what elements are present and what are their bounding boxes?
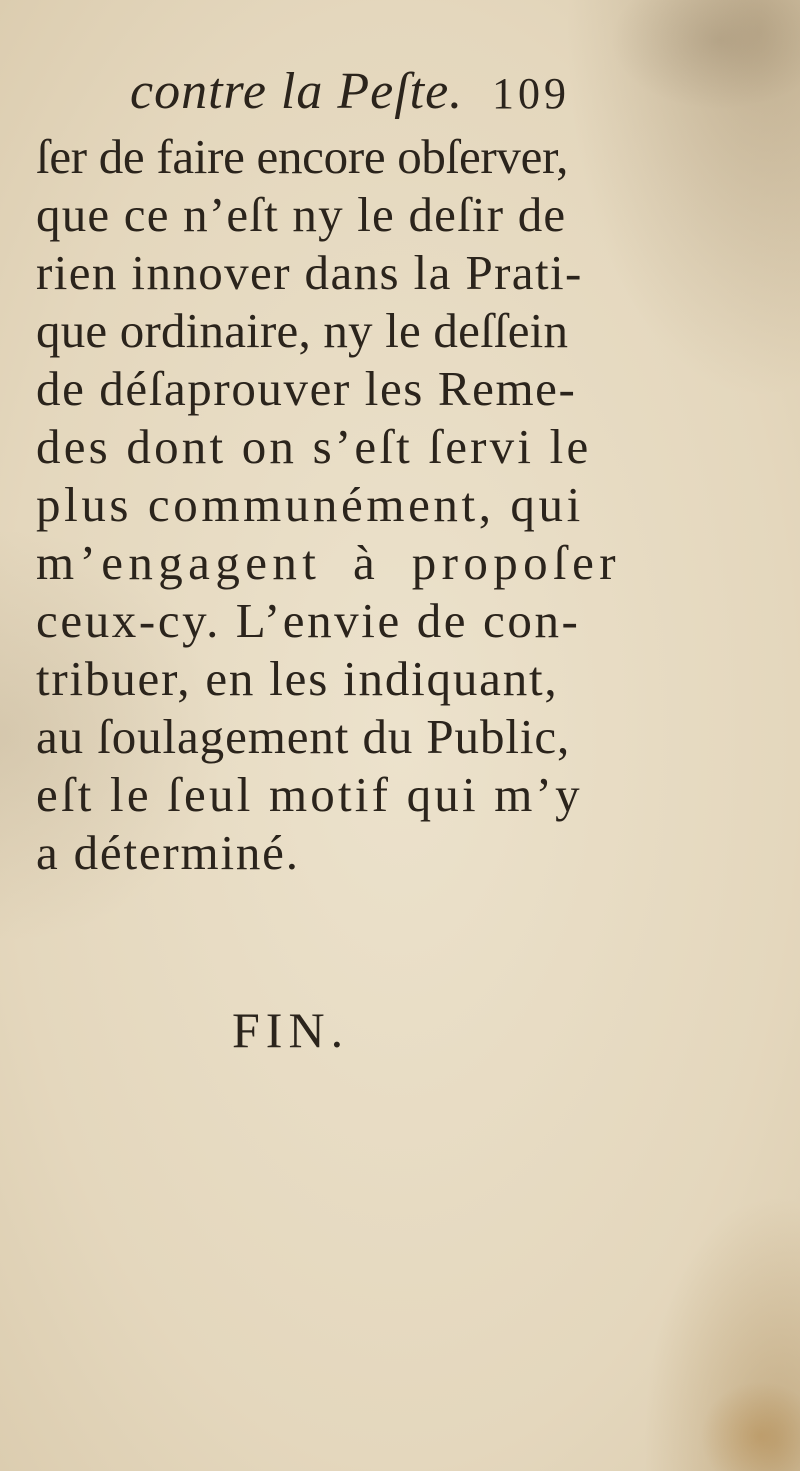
- text-line: tribuer, en les indiquant,: [36, 651, 559, 706]
- text-line: eſt le ſeul motif qui m’y: [36, 767, 583, 822]
- text-line: au ſoulagement du Public,: [36, 709, 571, 764]
- text-line: de déſaprouver les Reme-: [36, 361, 577, 416]
- text-line: rien innover dans la Prati-: [36, 245, 583, 300]
- text-line: m’engagent à propoſer: [36, 535, 621, 590]
- text-line: ceux-cy. L’envie de con-: [36, 593, 581, 648]
- paper-stain-bottom-right: [700, 1381, 800, 1471]
- text-line: ſer de faire encore obſerver,: [36, 129, 569, 184]
- text-line: que ordinaire, ny le deſſein: [36, 303, 569, 358]
- paper-stain-top-right: [610, 0, 800, 110]
- running-title: contre la Peſte.: [130, 63, 464, 120]
- text-line: que ce n’eſt ny le deſir de: [36, 187, 567, 242]
- text-line: plus communément, qui: [36, 477, 584, 532]
- page-number: 109: [492, 69, 570, 118]
- text-line: a déterminé.: [36, 825, 300, 880]
- page-header: [130, 62, 610, 132]
- text-line: des dont on s’eſt ſervi le: [36, 419, 592, 474]
- fin-label: FIN.: [232, 1002, 350, 1058]
